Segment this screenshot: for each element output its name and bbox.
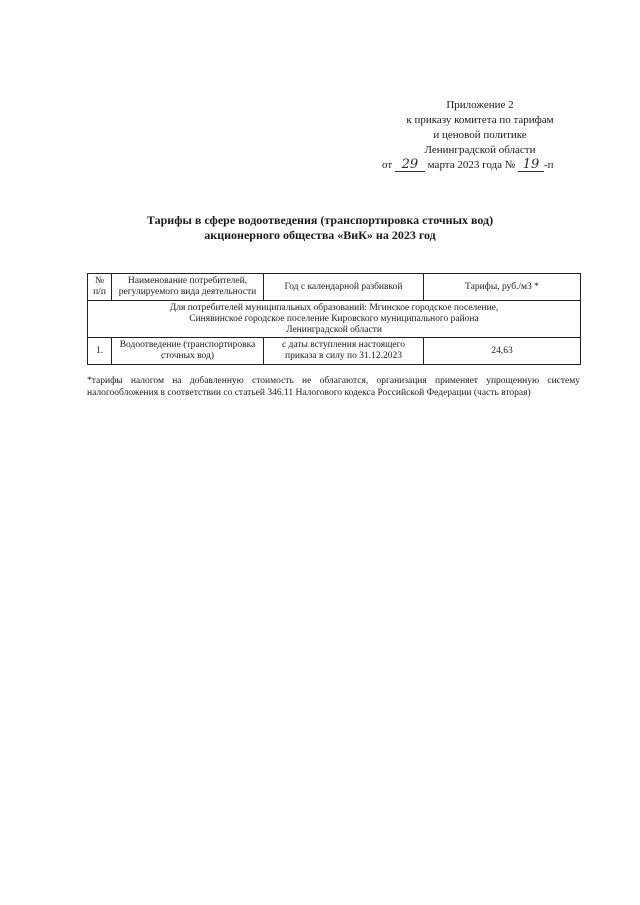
table-group-row: [88, 301, 581, 338]
table-header-row: [88, 274, 581, 301]
row-tariff: 24,63: [424, 338, 581, 365]
group-line-1: Для потребителей муниципальных образований: Мгинское городское поселение,: [169, 302, 499, 313]
row-number: 1.: [88, 338, 112, 365]
group-line-2: Синявинское городское поселение Кировского муниципального района: [189, 313, 479, 324]
header-period: Год с календарной разбивкой: [264, 274, 424, 301]
title-line-2: акционерного общества «ВиК» на 2023 год: [204, 228, 436, 242]
appendix-header: [380, 98, 580, 173]
row-period: с даты вступления настоящего приказа в силу по 31.12.2023: [264, 338, 424, 365]
appendix-number: Приложение 2: [446, 99, 514, 111]
consumer-group-cell: [88, 301, 581, 338]
appendix-committee: и ценовой политике: [433, 129, 527, 141]
order-month-year: марта 2023 года №: [427, 159, 516, 171]
order-day-handwritten: 29: [395, 158, 425, 172]
tax-footnote: *тарифы налогом на добавленную стоимость не облагаются, организация применяет упрощенную систему налогообложения в соответствии со статьей 346.11 Налогового кодекса Российской Федерации (часть вторая): [87, 376, 580, 398]
order-date-line: [382, 158, 580, 173]
header-consumer: Наименование потребителей, регулируемого вида деятельности: [112, 274, 264, 301]
group-line-3: Ленинградской области: [286, 324, 382, 335]
order-suffix: -п: [544, 159, 554, 171]
title-line-1: Тарифы в сфере водоотведения (транспортировка сточных вод): [146, 213, 494, 227]
header-number: № п/п: [88, 274, 112, 301]
order-prefix: от: [382, 159, 393, 171]
order-number-handwritten: 19: [518, 158, 544, 172]
row-service: Водоотведение (транспортировка сточных вод): [112, 338, 264, 365]
table-row: [88, 338, 581, 365]
appendix-order-ref: к приказу комитета по тарифам: [406, 114, 554, 126]
tariff-table: [87, 273, 581, 365]
appendix-region: Ленинградской области: [424, 144, 536, 156]
header-tariff: Тарифы, руб./м3 *: [424, 274, 581, 301]
document-title: [100, 213, 540, 243]
